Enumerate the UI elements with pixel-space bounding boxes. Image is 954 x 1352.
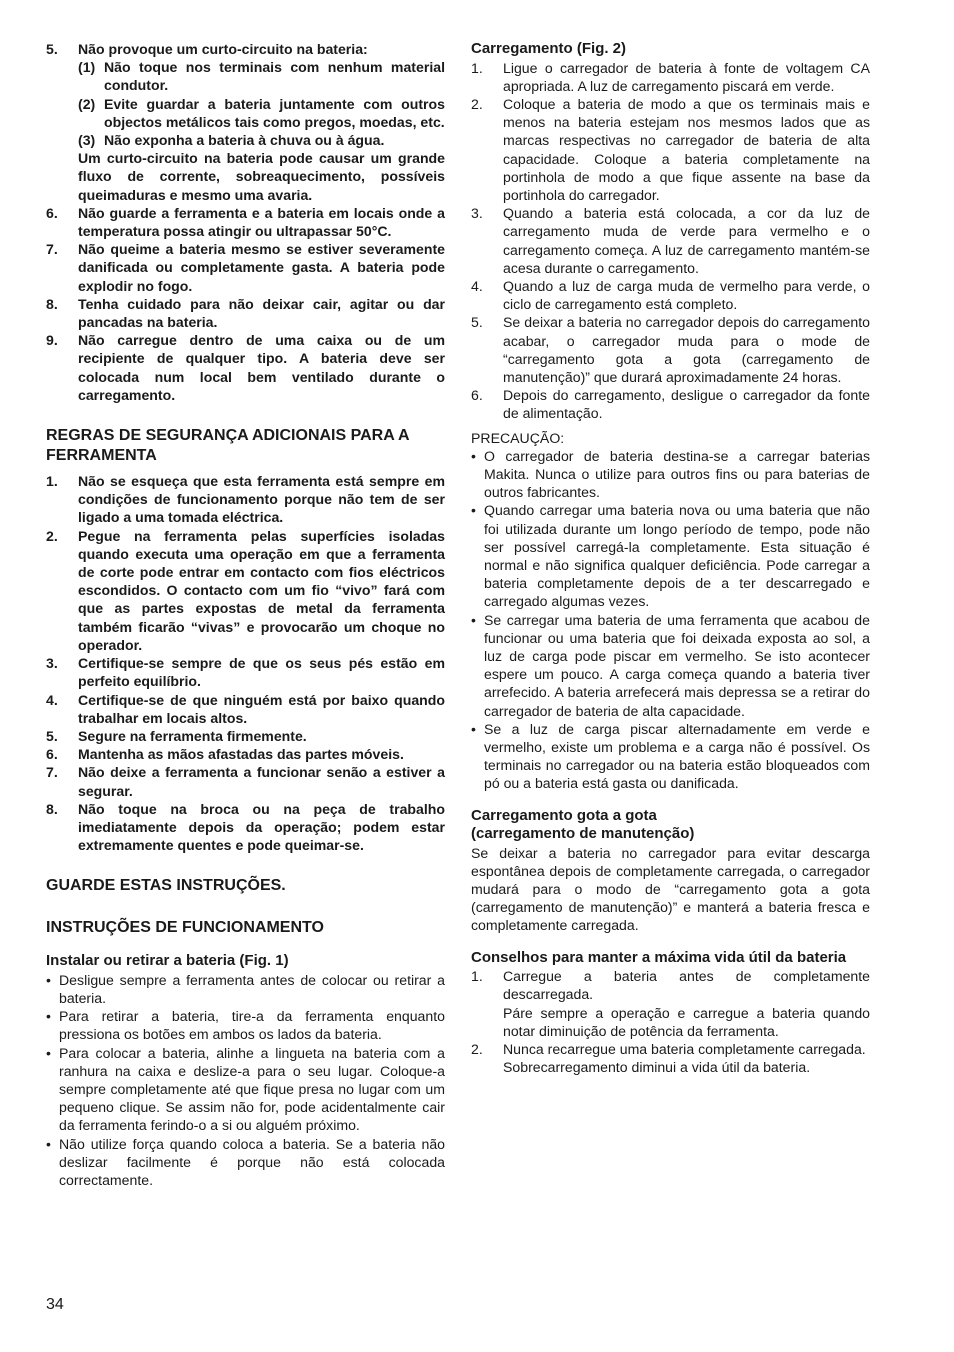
tool-rules-list — [46, 472, 445, 854]
install-battery-heading: Instalar ou retirar a bateria (Fig. 1) — [46, 952, 289, 970]
list-item — [471, 313, 870, 386]
sub-item-text: Não exponha a bateria à chuva ou à água. — [104, 132, 385, 149]
battery-life-tips-heading: Conselhos para manter a máxima vida útil da bateria — [471, 948, 847, 966]
item-number: 6. — [46, 204, 58, 221]
list-item — [471, 204, 870, 277]
item-number: 1. — [471, 59, 483, 76]
sub-item-text: Evite guardar a bateria juntamente com outros objectos metálicos tais como pregos, moedas, etc. — [104, 95, 445, 130]
sub-item-number: (1) — [78, 59, 96, 76]
item-text: Carregue a bateria antes de completamente descarregada. — [503, 968, 870, 1003]
item-number: 8. — [46, 295, 58, 312]
caution-list — [471, 447, 870, 793]
item-number: 9. — [46, 332, 58, 349]
list-item — [46, 204, 445, 240]
list-item — [46, 654, 445, 690]
charging-heading: Carregamento (Fig. 2) — [471, 40, 627, 57]
item-number: 8. — [46, 800, 58, 817]
item-number: 6. — [471, 387, 483, 404]
install-battery-list — [46, 971, 445, 1189]
item-text: Se deixar a bateria no carregador depois do carregamento acabar, o carregador muda para o mode de “carregamento gota a gota (carregamento de manutenção)” que durará aproximadamente 24 horas. — [503, 314, 870, 385]
item-number: 2. — [471, 95, 483, 112]
left-column — [46, 40, 445, 1189]
trickle-heading-line1: Carregamento gota a gota — [471, 806, 657, 824]
list-item — [471, 386, 870, 422]
list-item — [471, 967, 870, 1040]
item-number: 7. — [46, 241, 58, 258]
item-number: 4. — [471, 277, 483, 294]
list-item — [46, 40, 445, 204]
item-text: Certifique-se sempre de que os seus pés estão em perfeito equilíbrio. — [78, 655, 445, 690]
sub-item — [78, 58, 445, 94]
item-note: Sobrecarregamento diminui a vida útil da bateria. — [503, 1059, 811, 1076]
item-text: Não guarde a ferramenta e a bateria em locais onde a temperatura possa atingir ou ultrapassar 50°C. — [78, 204, 445, 240]
sub-item — [78, 131, 445, 149]
list-item — [46, 331, 445, 404]
item-text: Certifique-se de que ninguém está por baixo quando trabalhar em locais altos. — [78, 691, 445, 726]
item-number: 5. — [46, 41, 58, 57]
list-item: • Se a luz de carga piscar alternadamente em verde e vermelho, existe um problema e a carga não é possível. Os terminais no carregador ou na bateria estão bloqueados com pó ou a bateria está gasta ou danificada. — [471, 720, 870, 793]
item-number: 6. — [46, 746, 58, 763]
right-column — [471, 40, 870, 1076]
item-text: Coloque a bateria de modo a que os terminais mais e menos na bateria estejam nos mesmos lados que as marcas respectivas no carregador de bateria de alta capacidade. Coloque a bateria completamente na portinhola de modo a que fique assente na base da portinhola do carregador. — [503, 95, 870, 203]
item-text: Pegue na ferramenta pelas superfícies isoladas quando executa uma operação em que a ferramenta de corte pode entrar em contacto com fios eléctricos escondidos. O contacto com um fio “vivo” fará com que as partes expostas de metal da ferramenta também ficarão “vivas” e provocarão um choque no operador. — [78, 527, 445, 653]
tool-rules-heading: REGRAS DE SEGURANÇA ADICIONAIS PARA A FERRAMENTA — [46, 427, 409, 465]
item-number: 2. — [471, 1040, 483, 1057]
charging-steps — [471, 59, 870, 423]
list-item — [46, 240, 445, 295]
item-number: 5. — [46, 727, 58, 744]
trickle-heading-line2: (carregamento de manutenção) — [471, 825, 695, 843]
list-item: • O carregador de bateria destina-se a carregar baterias Makita. Nunca o utilize para outros fins ou para baterias de outros fabricantes. — [471, 447, 870, 502]
trickle-charge-heading — [471, 807, 870, 844]
list-item: • Não utilize força quando coloca a bateria. Se a bateria não deslizar facilmente é porque não está colocada correctamente. — [46, 1135, 445, 1190]
list-item — [46, 745, 445, 763]
sub-item-number: (3) — [78, 132, 96, 149]
item-number: 7. — [46, 764, 58, 781]
operating-instructions-heading: INSTRUÇÕES DE FUNCIONAMENTO — [46, 919, 324, 937]
list-item: • Se carregar uma bateria de uma ferramenta que acabou de funcionar ou uma bateria que foi deixada exposta ao sol, a luz de carga pode piscar em vermelho. Se isto acontecer espere um pouco. A carga começa quando a bateria tiver arrefecido. A bateria arrefecerá mais depressa se a retirar do carregador de bateria de alta capacidade. — [471, 611, 870, 720]
list-item: • Quando carregar uma bateria nova ou uma bateria que não foi utilizada durante um longo período de tempo, pode não ser possível carregá-la completamente. Esta situação é normal e não significa qualquer deficiência. Pode carregar a bateria completamente depois de a ter descarregado e carregado algumas vezes. — [471, 501, 870, 610]
item-number: 3. — [471, 205, 483, 222]
list-item — [46, 691, 445, 727]
item-text: Quando a bateria está colocada, a cor da luz de carregamento muda de verde para vermelho e o carregamento começa. A luz de carregamento mantém-se acesa durante o carregamento. — [503, 205, 870, 276]
list-item — [46, 800, 445, 855]
item-text: Nunca recarregue uma bateria completamente carregada. — [503, 1040, 866, 1057]
item-text: Não se esqueça que esta ferramenta está sempre em condições de funcionamento porque não tem de ser ligado a uma tomada eléctrica. — [78, 473, 445, 526]
item-number: 2. — [46, 527, 58, 544]
item-number: 1. — [46, 473, 58, 490]
list-item — [46, 295, 445, 331]
list-item: • Para colocar a bateria, alinhe a lingueta na bateria com a ranhura na caixa e deslize-a para o seu lugar. Coloque-a sempre completamente até que fique presa no lugar com um pequeno clique. Se assim não for, pode acidentalmente cair da ferramenta ferindo-o a si ou alguém próximo. — [46, 1044, 445, 1135]
list-item — [46, 527, 445, 654]
item-text: Segure na ferramenta firmemente. — [78, 727, 307, 744]
list-item — [46, 472, 445, 527]
item-number: 1. — [471, 968, 483, 985]
list-item: • Para retirar a bateria, tire-a da ferramenta enquanto pressiona os botões em ambos os lados da bateria. — [46, 1007, 445, 1043]
save-instructions-heading: GUARDE ESTAS INSTRUÇÕES. — [46, 877, 286, 895]
sub-item-text: Não toque nos terminais com nenhum material condutor. — [104, 59, 445, 94]
item-text: Não toque na broca ou na peça de trabalho imediatamente depois da operação; podem estar extremamente quentes e pode queimar-se. — [78, 800, 445, 854]
page-number: 34 — [46, 1296, 64, 1313]
item-number: 3. — [46, 655, 58, 672]
list-item — [471, 59, 870, 95]
item-text: Mantenha as mãos afastadas das partes móveis. — [78, 746, 404, 763]
item-text: Depois do carregamento, desligue o carregador da fonte de alimentação. — [503, 387, 870, 422]
battery-life-tips — [471, 967, 870, 1076]
item-text: Não carregue dentro de uma caixa ou de um recipiente de qualquer tipo. A bateria deve ser colocada num local bem ventilado durante o carregamento. — [78, 332, 445, 403]
short-circuit-note: Um curto-circuito na bateria pode causar um grande fluxo de corrente, sobreaquecimento, possíveis queimaduras e mesmo uma avaria. — [78, 150, 445, 203]
list-item — [471, 95, 870, 204]
list-item — [471, 277, 870, 313]
item-number: 5. — [471, 314, 483, 331]
item-text: Não deixe a ferramenta a funcionar senão a estiver a segurar. — [78, 764, 445, 799]
item-number: 4. — [46, 691, 58, 708]
sub-item-number: (2) — [78, 95, 96, 112]
list-item — [46, 763, 445, 799]
battery-sublist — [78, 58, 445, 149]
item-text: Ligue o carregador de bateria à fonte de voltagem CA apropriada. A luz de carregamento piscará em verde. — [503, 59, 870, 94]
list-item — [471, 1040, 870, 1076]
item-text: Não queime a bateria mesmo se estiver severamente danificada ou completamente gasta. A bateria pode explodir no fogo. — [78, 241, 445, 294]
item-text: Tenha cuidado para não deixar cair, agitar ou dar pancadas na bateria. — [78, 295, 445, 331]
sub-item — [78, 95, 445, 131]
item-text: Não provoque um curto-circuito na bateria: — [78, 41, 368, 57]
caution-label: PRECAUÇÃO: — [471, 429, 565, 446]
item-note: Páre sempre a operação e carregue a bateria quando notar diminuição de potência da ferramenta. — [503, 1004, 870, 1039]
list-item: • Desligue sempre a ferramenta antes de colocar ou retirar a bateria. — [46, 971, 445, 1007]
list-item — [46, 727, 445, 745]
battery-safety-list-b — [46, 204, 445, 404]
item-text: Quando a luz de carga muda de vermelho para verde, o ciclo de carregamento está completo. — [503, 277, 870, 313]
battery-safety-list-a — [46, 40, 445, 204]
trickle-charge-text: Se deixar a bateria no carregador para evitar descarga espontânea depois de completamente carregada, o carregador mudará para o modo de “carregamento gota a gota (carregamento de manutenção)” e manterá a bateria fresca e completamente carregada. — [471, 844, 870, 934]
